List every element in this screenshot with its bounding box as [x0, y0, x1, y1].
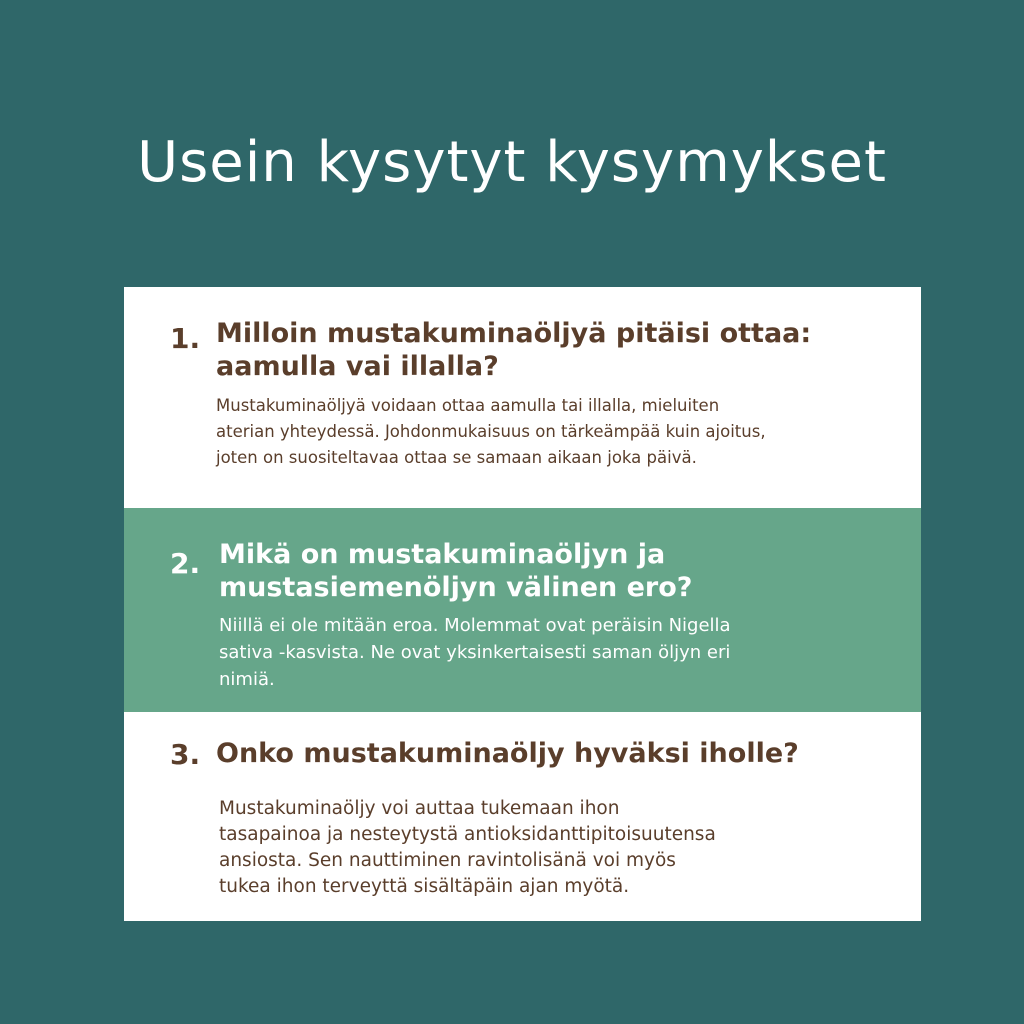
faq-question: Mikä on mustakuminaöljyn ja mustasiemenöljyn välinen ero? — [219, 539, 693, 603]
faq-number: 2. — [170, 547, 201, 580]
faq-answer: Mustakuminaöljyä voidaan ottaa aamulla tai illalla, mieluiten aterian yhteydessä. Johdonmukaisuus on tärkeämpää kuin ajoitus, joten on suositeltavaa ottaa se samaan aikaan joka päivä. — [216, 396, 766, 467]
page-title: Usein kysytyt kysymykset — [137, 130, 887, 195]
faq-item-3 — [124, 712, 921, 921]
faq-item-2 — [124, 508, 921, 712]
faq-question: Onko mustakuminaöljy hyväksi iholle? — [216, 738, 799, 769]
faq-list — [124, 287, 921, 921]
faq-answer: Niillä ei ole mitään eroa. Molemmat ovat peräisin Nigella sativa -kasvista. Ne ovat yksinkertaisesti saman öljyn eri nimiä. — [219, 615, 731, 690]
faq-question: Milloin mustakuminaöljyä pitäisi ottaa: aamulla vai illalla? — [216, 318, 812, 382]
faq-number: 3. — [170, 738, 201, 771]
faq-item-1 — [124, 287, 921, 508]
faq-answer: Mustakuminaöljy voi auttaa tukemaan ihon tasapainoa ja nesteytystä antioksidanttipitoisuutensa ansiosta. Sen nauttiminen ravintolisänä voi myös tukea ihon terveyttä sisältäpäin ajan myötä. — [219, 798, 716, 897]
faq-number: 1. — [170, 322, 201, 355]
